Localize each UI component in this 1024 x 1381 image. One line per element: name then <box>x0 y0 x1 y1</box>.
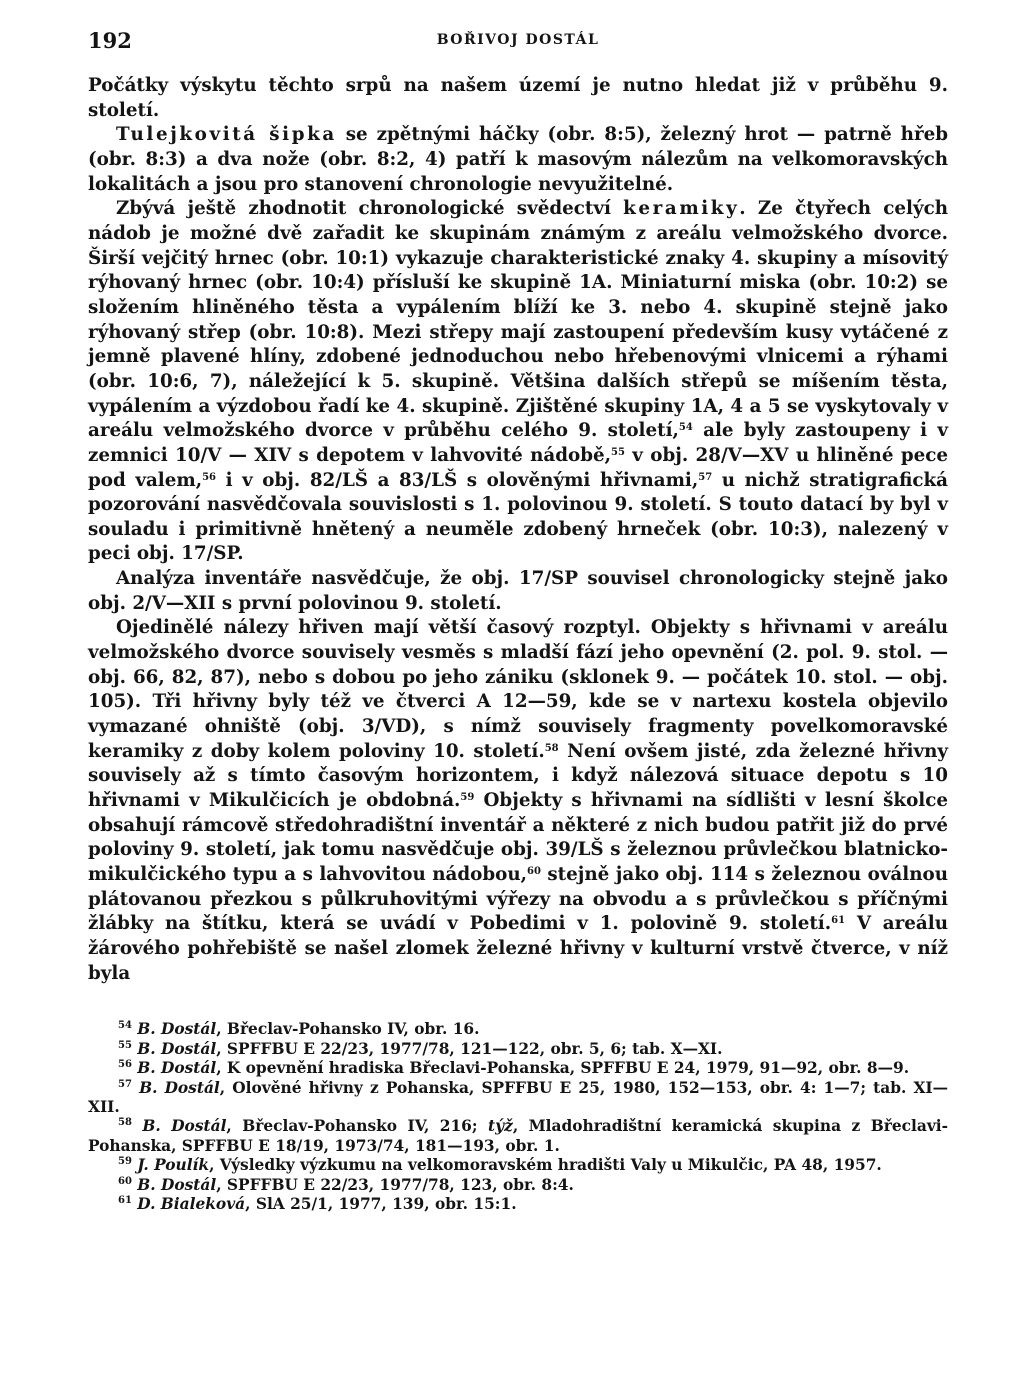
footnote-text: , K opevnění hradiska Břeclavi-Pohanska, SPFFBU E 24, 1979, 91—92, obr. 8—9. <box>216 1059 910 1078</box>
footnote-author: D. Bialeková <box>137 1194 246 1213</box>
footnote <box>88 1059 948 1078</box>
paragraph <box>88 74 948 123</box>
paragraph-text: V areálu žárového pohřebiště se našel zlomek železné hřivny v kulturní vrstvě čtverce, v níž byla <box>88 913 948 984</box>
paragraph <box>88 567 948 616</box>
paragraph-text: se zpětnými háčky (obr. 8:5), železný hrot — patrně hřeb (obr. 8:3) a dva nože (obr. 8:2, 4) patří k masovým nálezům na velkomoravských lokalitách a jsou pro stanovení chronologie nevyužitelné. <box>88 124 948 195</box>
footnote-number: 60 <box>118 1175 132 1187</box>
paragraph-text: Není ovšem jisté, zda železné hřivny souvisely až s tímto časovým horizontem, i když nálezová situace depotu s 10 hřivnami v Mikulčicích je obdobná. <box>88 740 948 812</box>
footnote-author: J. Poulík <box>137 1156 210 1175</box>
running-head: BOŘIVOJ DOSTÁL <box>436 32 600 48</box>
paragraph-text: . Ze čtyřech celých nádob je možné dvě zařadit ke skupinám známým z areálu velmožského dvorce. Širší vejčitý hrnec (obr. 10:1) vykazuje charakteristické znaky 4. skupiny a mísovitý rýhovaný hrnec (obr. 10:4) přísluší ke skupině 1A. Miniaturní miska (obr. 10:2) se složením hliněného těsta a vypálením blíží ke 3. nebo 4. skupině stejně jako rýhovaný střep (obr. 10:8). Mezi střepy mají zastoupení především kusy vytáčené z jemně plavené hlíny, zdobené jednoduchou nebo hřebenovými vlnicemi a rýhami (obr. 10:6, 7), náležející k 5. skupině. Většina dalších střepů se míšením těsta, vypálením a výzdobou řadí ke 4. skupině. Zjištěné skupiny 1A, 4 a 5 se vyskytovaly v areálu velmožského dvorce v průběhu celého 9. století, <box>88 198 948 442</box>
body-text <box>88 74 948 986</box>
footnote-text: , SPFFBU E 22/23, 1977/78, 121—122, obr. 5, 6; tab. X—XI. <box>216 1039 723 1058</box>
footnote <box>88 1079 948 1118</box>
footnote-number: 54 <box>118 1020 132 1032</box>
footnote-author: B. Dostál <box>137 1020 217 1039</box>
footnote-ref: 55 <box>611 446 625 458</box>
footnote-number: 57 <box>118 1078 132 1090</box>
footnote-text: , SPFFBU E 22/23, 1977/78, 123, obr. 8:4. <box>216 1175 574 1194</box>
paragraph-text: Objekty s hřivnami na sídlišti v lesní školce obsahují rámcově středohradištní inventář a některé z nich budou patřit již do prvé poloviny 9. století, jak tomu nasvědčuje obj. 39/LŠ s železnou průvlečkou blatnicko-mikulčického typu a s lahvovitou nádobou, <box>88 790 948 885</box>
footnote <box>88 1040 948 1059</box>
paragraph-text: Ojedinělé nálezy hřiven mají větší časový rozptyl. Objekty s hřivnami v areálu velmožského dvorce souvisely vesměs s mladší fází jeho opevnění (2. pol. 9. stol. — obj. 66, 82, 87), nebo s dobou po jeho zániku (sklonek 9. — počátek 10. stol. — obj. 105). Tři hřivny byly též ve čtverci A 12—59, kde se v nartexu kostela objevilo vymazané ohniště (obj. 3/VD), s nímž souvisely fragmenty povelkomoravské keramiky z doby kolem poloviny 10. století. <box>88 617 948 762</box>
footnote-text: , Mladohradištní keramická skupina z Břeclavi-Pohanska, SPFFBU E 18/19, 1973/74, 181—193, obr. 1. <box>88 1117 948 1155</box>
paragraph-text: ale byly zastoupeny i v zemnici 10/V — XIV s depotem v lahvovité nádobě, <box>88 420 948 466</box>
footnote-number: 55 <box>118 1039 132 1051</box>
emphasis-term: Tulejkovitá šipka <box>116 124 337 146</box>
paragraph <box>88 123 948 197</box>
footnote-author: B. Dostál <box>142 1117 227 1136</box>
footnote-ref: 60 <box>526 866 541 877</box>
footnote-text: , Břeclav-Pohansko IV, 216; <box>226 1117 489 1136</box>
footnote-ref: 56 <box>202 471 217 483</box>
footnote-author: B. Dostál <box>137 1059 217 1078</box>
paragraph-text: Počátky výskytu těchto srpů na našem území je nutno hledat již v průběhu 9. století. <box>88 75 948 121</box>
footnote-number: 58 <box>118 1117 132 1129</box>
footnote-text: , Břeclav-Pohansko IV, obr. 16. <box>216 1020 480 1039</box>
footnote-ref: 61 <box>831 915 846 927</box>
footnote <box>88 1156 948 1175</box>
footnote-text: , Olověné hřivny z Pohanska, SPFFBU E 25, 1980, 152—153, obr. 4: 1—7; tab. XI—XII. <box>88 1078 949 1116</box>
paragraph-text: Analýza inventáře nasvědčuje, že obj. 17/SP souvisel chronologicky stejně jako obj. 2/V—XII s první polovinou 9. století. <box>88 568 948 614</box>
footnote-author: B. Dostál <box>139 1078 220 1097</box>
footnote-ref: 54 <box>678 422 693 434</box>
footnote-author-alt: týž <box>488 1117 513 1136</box>
page <box>88 28 948 1214</box>
footnote <box>88 1020 948 1039</box>
footnote-number: 59 <box>118 1156 132 1168</box>
emphasis-term: keramiky <box>623 198 740 220</box>
footnote-author: B. Dostál <box>137 1039 217 1058</box>
footnote-ref: 58 <box>544 742 559 754</box>
paragraph-text: i v obj. 82/LŠ a 83/LŠ s olověnými hřivnami, <box>216 469 699 491</box>
footnote <box>88 1117 948 1156</box>
footnote-ref: 59 <box>460 792 475 804</box>
paragraph-text: Zbývá ještě zhodnotit chronologické svědectví <box>116 198 624 220</box>
footnote-author: B. Dostál <box>137 1175 217 1194</box>
footnotes <box>88 1020 948 1214</box>
footnote-ref: 57 <box>698 471 713 483</box>
footnote-text: , SlA 25/1, 1977, 139, obr. 15:1. <box>245 1194 517 1213</box>
paragraph-text: stejně jako obj. 114 s železnou oválnou plátovanou přezkou s půlkruhovitými výřezy na obvodu a s průvlečkou s příčnými žlábky na štítku, která se uvádí v Pobedimi v 1. polovině 9. století. <box>88 864 949 935</box>
page-number: 192 <box>88 28 132 53</box>
paragraph <box>88 197 948 567</box>
footnote-text: , Výsledky výzkumu na velkomoravském hradišti Valy u Mikulčic, PA 48, 1957. <box>209 1156 882 1175</box>
paragraph-text: v obj. 28/V—XV u hliněné pece pod valem, <box>88 444 948 491</box>
paragraph-text: u nichž stratigrafická pozorování nasvědčovala souvislosti s 1. polovinou 9. století. S touto datací by byl v souladu i primitivně hnětený a neuměle zdobený hrneček (obr. 10:3), nalezený v peci obj. 17/SP. <box>88 469 948 565</box>
page-header <box>88 28 948 74</box>
paragraph <box>88 616 948 986</box>
footnote-number: 61 <box>118 1194 132 1206</box>
footnote-number: 56 <box>118 1059 132 1071</box>
footnote <box>88 1176 948 1195</box>
footnote <box>88 1195 948 1214</box>
